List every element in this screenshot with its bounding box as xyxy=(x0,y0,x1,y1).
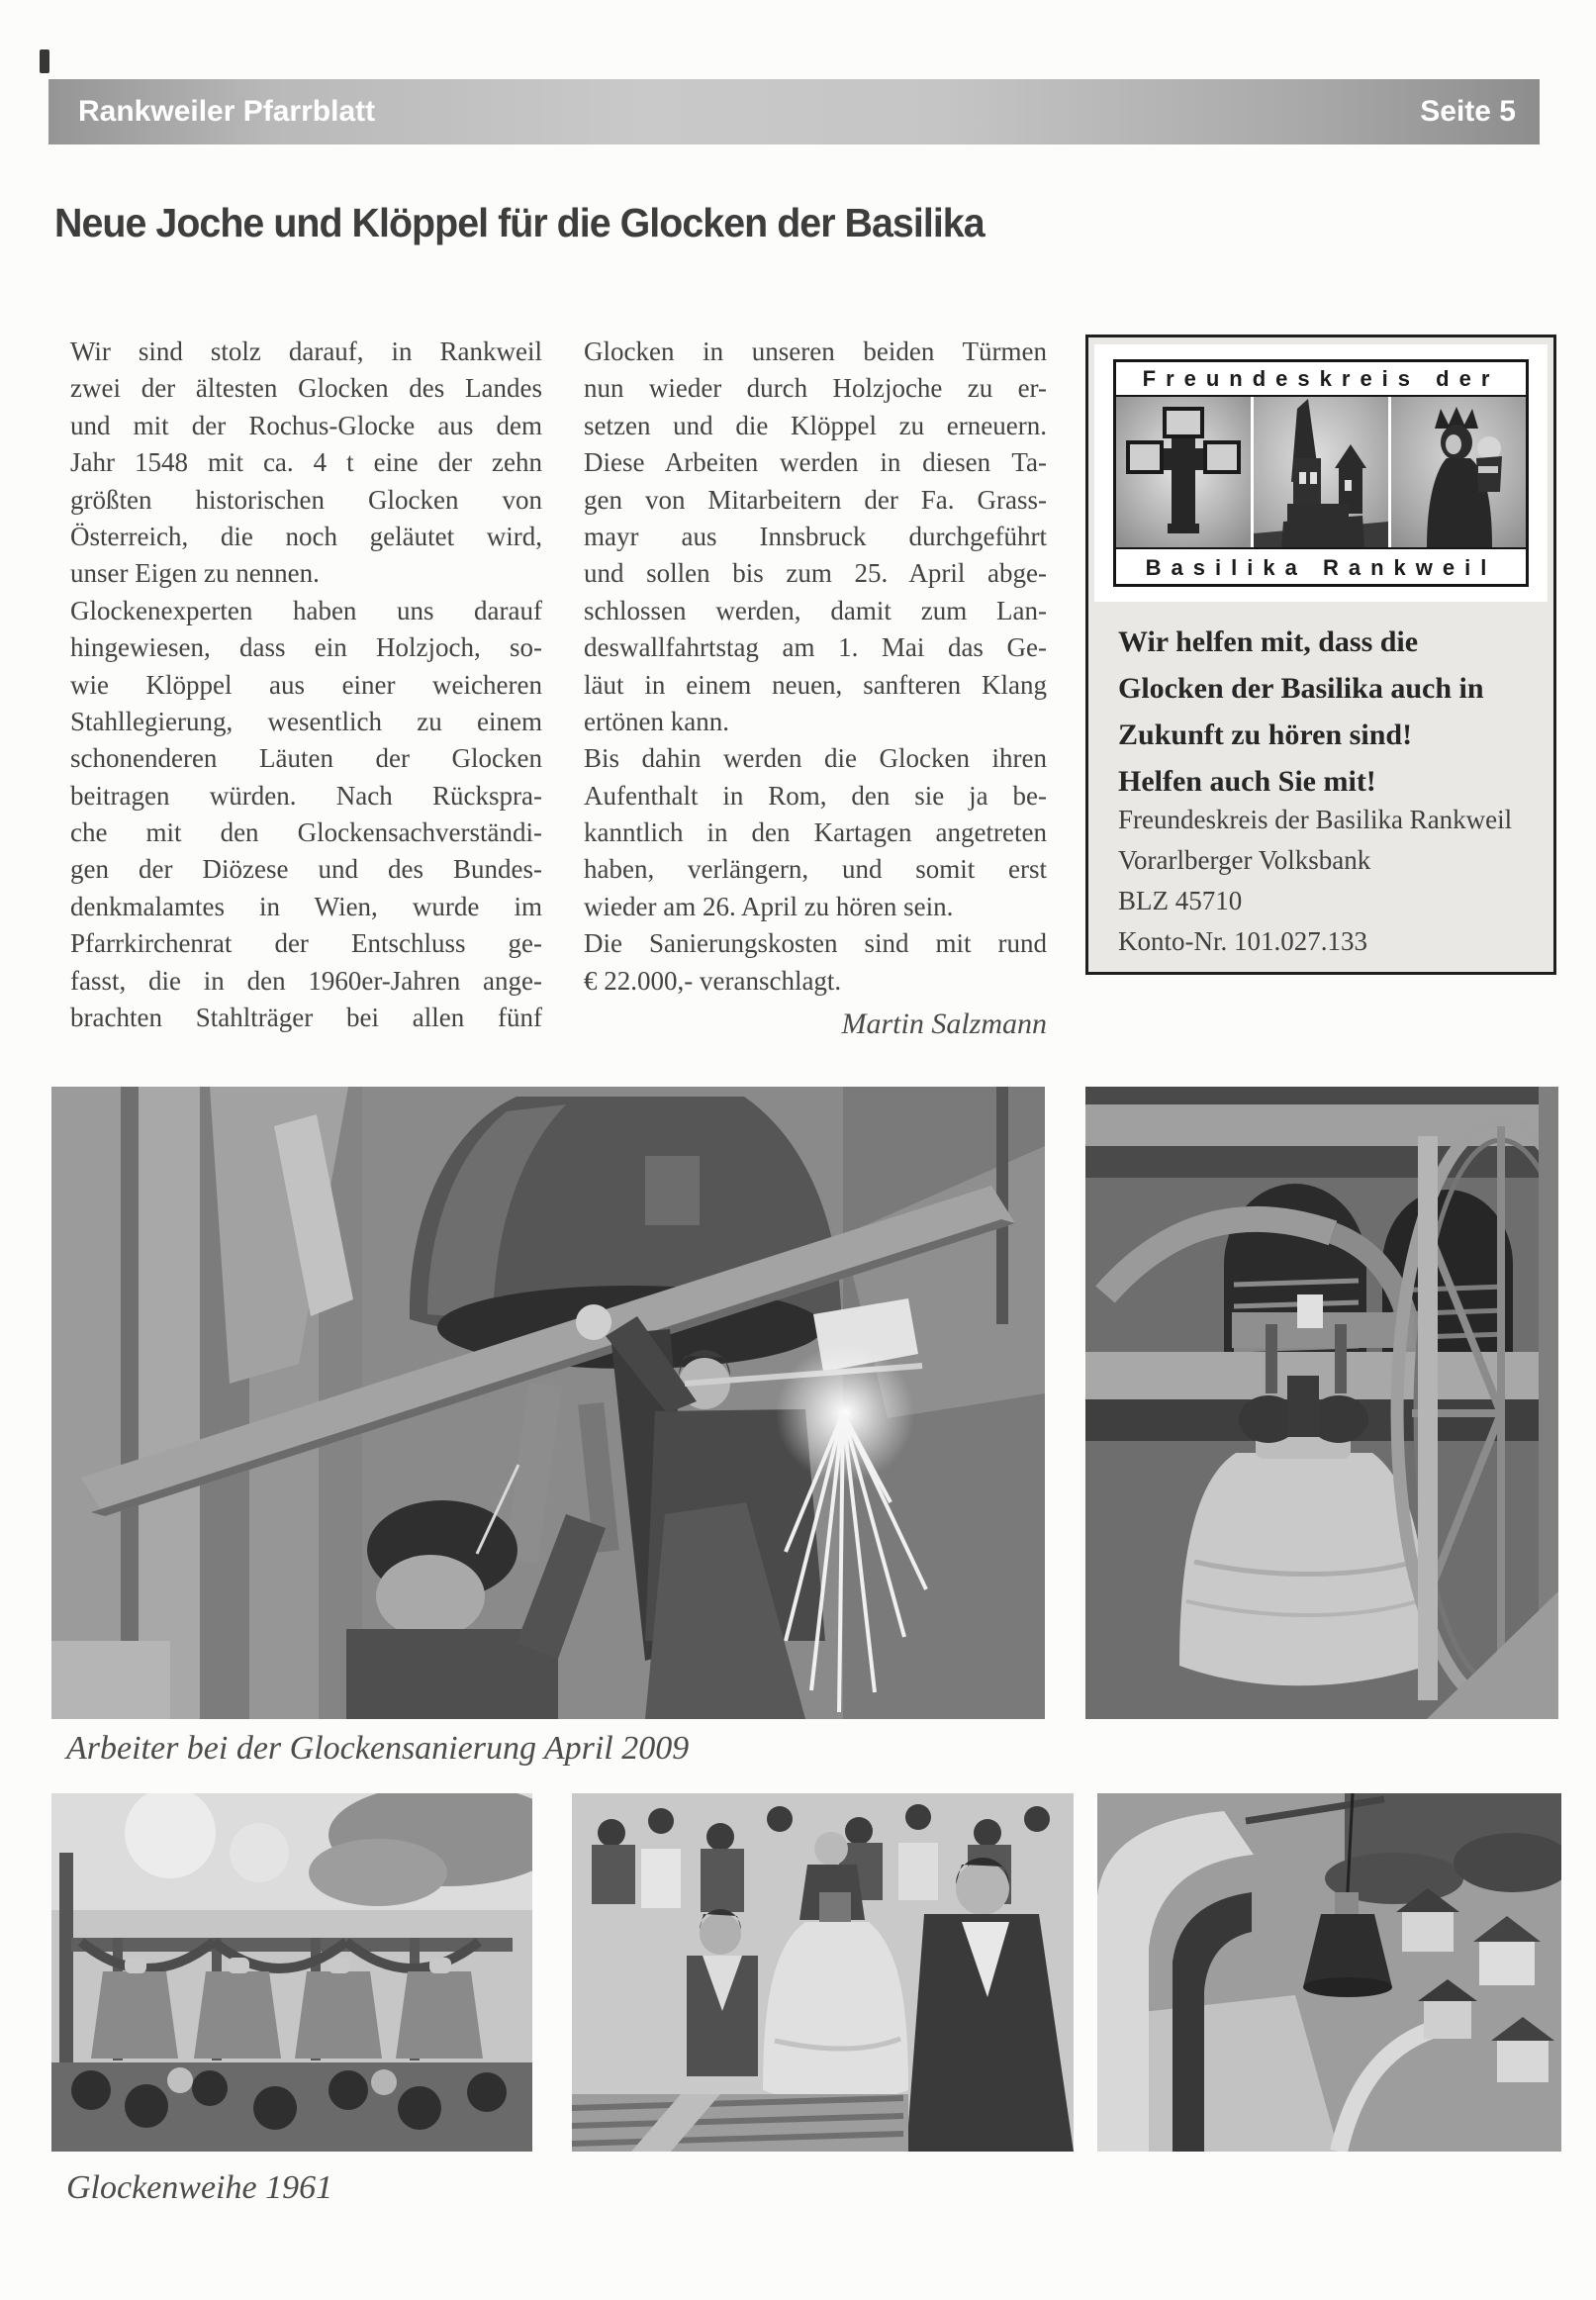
text-line: Stahllegierung, wesentlich zu einem xyxy=(70,706,542,736)
madonna-and-child-icon xyxy=(1391,397,1526,547)
text-line: brachten Stahlträger bei allen fünf xyxy=(70,1003,542,1033)
text-line: hingewiesen, dass ein Holzjoch, so- xyxy=(70,632,542,663)
logo-text-bottom: Basilika Rankweil xyxy=(1116,547,1526,586)
text-line: Österreich, die noch geläutet wird, xyxy=(70,521,542,551)
photo-bell-renovation-workers xyxy=(51,1087,1045,1719)
text-line: Zukunft zu hören sind! xyxy=(1118,719,1413,751)
text-line: BLZ 45710 xyxy=(1118,886,1243,915)
cross-icon xyxy=(1116,397,1251,547)
photo-bell-consecration-crowd xyxy=(51,1793,532,2152)
freundeskreis-logo xyxy=(1094,344,1548,602)
text-line: Jahr 1548 mit ca. 4 t eine der zehn xyxy=(70,447,542,478)
text-line: Pfarrkirchenrat der Entschluss ge- xyxy=(70,928,542,959)
photo-caption-bottom-row: Glockenweihe 1961 xyxy=(66,2169,333,2206)
text-line: Wir helfen mit, dass die xyxy=(1118,625,1419,658)
text-line: che mit den Glockensachverständi- xyxy=(70,817,542,848)
article-title: Neue Joche und Klöppel für die Glocken der Basilika xyxy=(54,200,985,245)
text-line: Freundeskreis der Basilika Rankweil xyxy=(1118,805,1513,834)
text-line: setzen und die Klöppel zu erneuern. xyxy=(584,410,1047,440)
text-line: wie Klöppel aus einer weicheren xyxy=(70,669,542,700)
text-line: denkmalamtes in Wien, wurde im xyxy=(70,891,542,921)
text-line: Bis dahin werden die Glocken ihren xyxy=(584,743,1047,774)
text-line: gen von Mitarbeitern der Fa. Grass- xyxy=(584,484,1047,515)
text-line: mayr aus Innsbruck durchgeführt xyxy=(584,521,1047,551)
text-line: läut in einem neuen, sanfteren Klang xyxy=(584,669,1047,700)
donation-infobox xyxy=(1085,335,1556,975)
text-line: schlossen werden, damit zum Lan- xyxy=(584,595,1047,625)
newsletter-name: Rankweiler Pfarrblatt xyxy=(78,95,376,128)
text-line: Konto-Nr. 101.027.133 xyxy=(1118,926,1367,956)
text-line: deswallfahrtstag am 1. Mai das Ge- xyxy=(584,632,1047,663)
text-line: haben, verlängern, und somit erst xyxy=(584,854,1047,885)
text-line: Vorarlberger Volksbank xyxy=(1118,845,1371,875)
text-line: Glocken der Basilika auch in xyxy=(1118,672,1484,705)
bank-details xyxy=(1118,800,1526,962)
logo-text-top: Freundeskreis der xyxy=(1116,362,1526,397)
text-line: und sollen bis zum 25. April abge- xyxy=(584,558,1047,589)
text-line: unser Eigen zu nennen. xyxy=(70,558,320,589)
photo-bell-on-cart xyxy=(572,1793,1074,2152)
article-byline: Martin Salzmann xyxy=(841,1007,1047,1040)
text-line: und mit der Rochus-Glocke aus dem xyxy=(70,410,542,440)
basilica-icon xyxy=(1254,397,1388,547)
page-number: Seite 5 xyxy=(1420,95,1516,128)
text-line: nun wieder durch Holzjoche zu er- xyxy=(584,373,1047,404)
text-line: ertönen kann. xyxy=(584,706,729,736)
article-column-1 xyxy=(70,334,542,1036)
text-line: € 22.000,- veranschlagt. xyxy=(584,965,842,996)
page-header-band xyxy=(48,79,1540,144)
text-line: schonenderen Läuten der Glocken xyxy=(70,743,542,774)
text-line: wieder am 26. April zu hören sein. xyxy=(584,891,954,921)
text-line: Aufenthalt in Rom, den sie ja be- xyxy=(584,780,1047,811)
photo-bell-with-wheel xyxy=(1085,1087,1558,1719)
text-line: Wir sind stolz darauf, in Rankweil xyxy=(70,336,542,366)
text-line: beitragen würden. Nach Rückspra- xyxy=(70,780,542,811)
article-column-2 xyxy=(584,334,1047,1000)
text-line: kanntlich in den Kartagen angetreten xyxy=(584,817,1047,848)
donation-appeal xyxy=(1118,619,1526,805)
text-line: Glocken in unseren beiden Türmen xyxy=(584,336,1047,366)
text-line: fasst, die in den 1960er-Jahren ange- xyxy=(70,965,542,996)
text-line: Diese Arbeiten werden in diesen Ta- xyxy=(584,447,1047,478)
text-line: gen der Diözese und des Bundes- xyxy=(70,854,542,885)
text-line: Helfen auch Sie mit! xyxy=(1118,765,1376,798)
text-line: Glockenexperten haben uns darauf xyxy=(70,595,542,625)
text-line: größten historischen Glocken von xyxy=(70,484,542,515)
photo-caption-top-row: Arbeiter bei der Glockensanierung April 2009 xyxy=(66,1730,690,1767)
text-line: Die Sanierungskosten sind mit rund xyxy=(584,928,1047,959)
text-line: zwei der ältesten Glocken des Landes xyxy=(70,373,542,404)
scan-artifact xyxy=(40,49,49,73)
photo-aerial-bell-lift xyxy=(1097,1793,1561,2152)
